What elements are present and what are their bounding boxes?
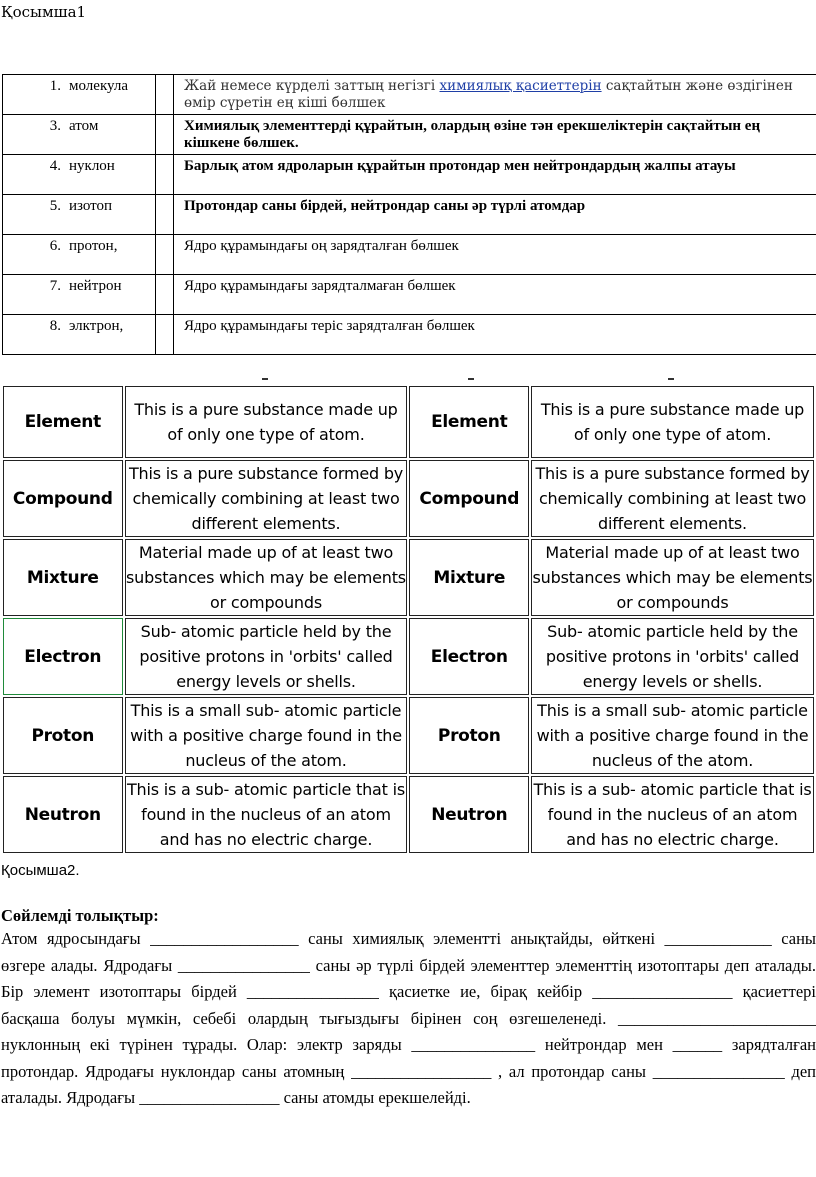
english-definition: This is a sub- atomic particle that is found in the nucleus of an atom and has no electric charge. bbox=[531, 776, 814, 853]
definition-text-before: Жай немесе күрделі заттың негізгі bbox=[184, 78, 440, 94]
term-definition: Ядро құрамындағы зарядталмаған бөлшек bbox=[174, 275, 816, 315]
term-number: 3. bbox=[3, 115, 70, 155]
english-term: Mixture bbox=[409, 539, 529, 616]
appendix2-title: Қосымша2. bbox=[1, 862, 80, 879]
term-word: нуклон bbox=[69, 155, 156, 195]
term-row bbox=[3, 315, 816, 355]
english-term-row bbox=[3, 776, 814, 853]
term-number: 6. bbox=[3, 235, 70, 275]
english-definition: Sub- atomic particle held by the positive protons in 'orbits' called energy levels or shells. bbox=[531, 618, 814, 695]
english-definition: This is a pure substance formed by chemically combining at least two different elements. bbox=[125, 460, 408, 537]
term-gap-cell bbox=[156, 75, 174, 115]
term-row bbox=[3, 75, 816, 115]
english-term: Compound bbox=[409, 460, 529, 537]
term-word: молекула bbox=[69, 75, 156, 115]
english-term-row bbox=[3, 386, 814, 458]
english-terms-image bbox=[0, 378, 816, 849]
term-word: изотоп bbox=[69, 195, 156, 235]
term-gap-cell bbox=[156, 155, 174, 195]
english-terms-table bbox=[1, 384, 816, 855]
fill-in-task bbox=[1, 905, 816, 1112]
term-number: 7. bbox=[3, 275, 70, 315]
english-definition: This is a sub- atomic particle that is found in the nucleus of an atom and has no electric charge. bbox=[125, 776, 408, 853]
term-gap-cell bbox=[156, 115, 174, 155]
english-term-row bbox=[3, 618, 814, 695]
term-number: 4. bbox=[3, 155, 70, 195]
definition-text-after: сақтайтын және өздігінен өмір сүретін ең кіші бөлшек bbox=[184, 78, 793, 111]
term-gap-cell bbox=[156, 275, 174, 315]
term-word: атом bbox=[69, 115, 156, 155]
term-definition: Протондар саны бірдей, нейтрондар саны әр түрлі атомдар bbox=[174, 195, 816, 235]
term-word: элктрон, bbox=[69, 315, 156, 355]
english-definition: This is a pure substance made up of only one type of atom. bbox=[531, 386, 814, 458]
english-term: Neutron bbox=[3, 776, 123, 853]
english-term-row bbox=[3, 697, 814, 774]
english-definition: This is a pure substance formed by chemically combining at least two different elements. bbox=[531, 460, 814, 537]
term-gap-cell bbox=[156, 195, 174, 235]
chemical-properties-link[interactable]: химиялық қасиеттерін bbox=[439, 78, 602, 94]
term-row bbox=[3, 155, 816, 195]
term-row bbox=[3, 235, 816, 275]
english-definition: Material made up of at least two substances which may be elements or compounds bbox=[531, 539, 814, 616]
english-definition: Sub- atomic particle held by the positive protons in 'orbits' called energy levels or shells. bbox=[125, 618, 408, 695]
term-definition: Барлық атом ядроларын құрайтын протондар мен нейтрондардың жалпы атауы bbox=[174, 155, 816, 195]
task-body: Атом ядросындағы __________________ саны химиялық элементті анықтайды, өйткені _____________ саны өзгере алады. Ядродағы ________________ саны әр түрлі бірдей элементтер элементтің изотоптары деп аталады. Бір элемент изотоптары бірдей ________________ қасиетке ие, бірақ кейбір _________________ қасиеттері басқаша болуы мүмкін, себебі олардың тығыздығы бірінен соң өзгешеленеді. ________________________ нуклонның екі түрінен тұрады. Олар: электр заряды _______________ нейтрондар мен ______ зарядталған протондар. Ядродағы нуклондар саны атомның _________________ , ал протондар саны ________________ деп аталады. Ядродағы _________________ саны атомды ерекшелейді. bbox=[1, 929, 816, 1107]
term-number: 5. bbox=[3, 195, 70, 235]
english-term: Proton bbox=[3, 697, 123, 774]
english-definition: This is a pure substance made up of only one type of atom. bbox=[125, 386, 408, 458]
term-number: 8. bbox=[3, 315, 70, 355]
term-row bbox=[3, 115, 816, 155]
term-definition: Химиялық элементтерді құрайтын, олардың өзіне тән ерекшеліктерін сақтайтын ең кішкене бөлшек. bbox=[174, 115, 816, 155]
term-number: 1. bbox=[3, 75, 70, 115]
term-row bbox=[3, 275, 816, 315]
term-definition: Ядро құрамындағы оң зарядталған бөлшек bbox=[174, 235, 816, 275]
term-gap-cell bbox=[156, 235, 174, 275]
term-word: нейтрон bbox=[69, 275, 156, 315]
english-term: Electron bbox=[409, 618, 529, 695]
english-definition: This is a small sub- atomic particle with a positive charge found in the nucleus of the atom. bbox=[125, 697, 408, 774]
term-row bbox=[3, 195, 816, 235]
english-term: Proton bbox=[409, 697, 529, 774]
english-term: Neutron bbox=[409, 776, 529, 853]
english-term: Element bbox=[3, 386, 123, 458]
term-word: протон, bbox=[69, 235, 156, 275]
english-term-row bbox=[3, 460, 814, 537]
english-term: Electron bbox=[3, 618, 123, 695]
english-term: Mixture bbox=[3, 539, 123, 616]
appendix1-title: Қосымша1 bbox=[1, 3, 87, 21]
english-definition: This is a small sub- atomic particle with a positive charge found in the nucleus of the atom. bbox=[531, 697, 814, 774]
term-gap-cell bbox=[156, 315, 174, 355]
english-definition: Material made up of at least two substances which may be elements or compounds bbox=[125, 539, 408, 616]
term-definition bbox=[174, 75, 816, 115]
task-heading: Сөйлемді толықтыр: bbox=[1, 906, 159, 925]
english-term: Compound bbox=[3, 460, 123, 537]
english-term-row bbox=[3, 539, 814, 616]
english-term: Element bbox=[409, 386, 529, 458]
kazakh-terms-table bbox=[2, 74, 816, 355]
term-definition: Ядро құрамындағы теріс зарядталған бөлшек bbox=[174, 315, 816, 355]
